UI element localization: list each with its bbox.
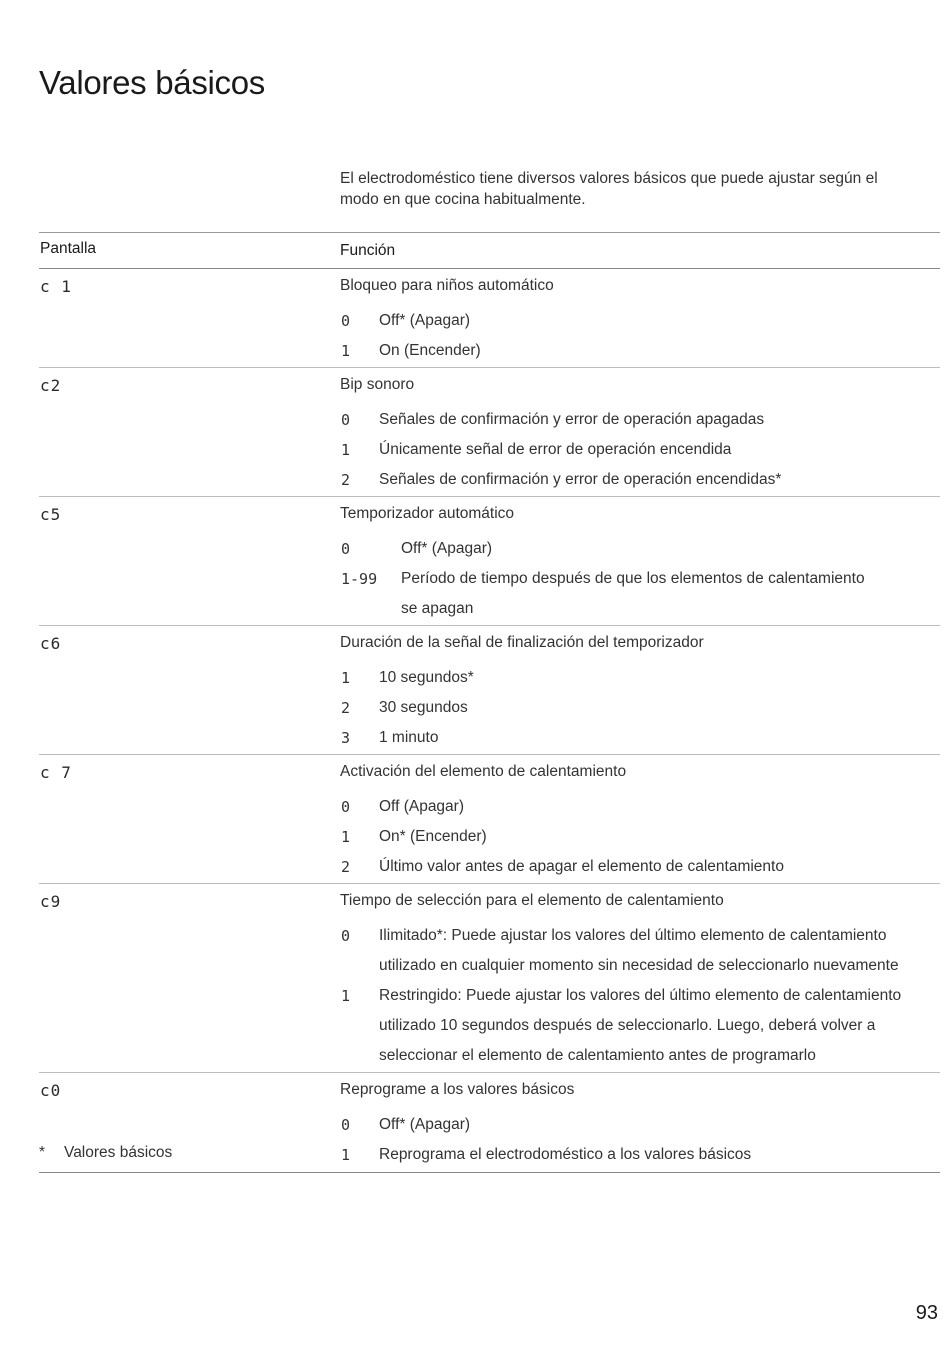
function-cell: [340, 368, 940, 497]
table-header: [39, 232, 940, 269]
function-cell: [340, 755, 940, 884]
option-text: 10 segundos*: [379, 669, 474, 686]
option-text: Reprograma el electrodoméstico a los valores básicos: [379, 1146, 752, 1163]
display-code: c5: [40, 505, 62, 524]
option-code: [340, 1011, 379, 1041]
intro-paragraph: El electrodoméstico tiene diversos valores básicos que puede ajustar según el modo en que cocina habitualmente.: [340, 170, 878, 208]
option-code: 1: [341, 828, 351, 846]
option-text: Ilimitado*: Puede ajustar los valores del último elemento de calentamiento: [379, 927, 887, 944]
option-code: 0: [341, 312, 351, 330]
option-row: [340, 1011, 940, 1041]
option-code: 1: [341, 342, 351, 360]
option-text: utilizado 10 segundos después de seleccionarlo. Luego, deberá volver a: [379, 1017, 876, 1034]
option-code: 0: [341, 540, 351, 558]
footnote: [39, 1144, 172, 1162]
option-row: [340, 951, 940, 981]
option-row: [340, 792, 940, 822]
option-row: [340, 1140, 940, 1170]
option-code: 2: [341, 858, 351, 876]
page-number: 93: [915, 1302, 938, 1324]
option-text: Off* (Apagar): [379, 1116, 471, 1133]
table-row: [39, 269, 940, 368]
function-title: Activación del elemento de calentamiento: [340, 763, 627, 780]
option-code: 0: [341, 1116, 351, 1134]
display-code: c2: [40, 376, 62, 395]
option-row: [340, 534, 940, 564]
option-row: [340, 435, 940, 465]
option-code: 2: [341, 471, 351, 489]
option-row: [340, 594, 940, 624]
option-code: 1: [341, 441, 351, 459]
function-title: Tiempo de selección para el elemento de calentamiento: [340, 892, 724, 909]
table-row: [39, 884, 940, 1073]
option-text: Off (Apagar): [379, 798, 465, 815]
table-row: [39, 1073, 940, 1173]
option-row: [340, 1041, 940, 1071]
function-cell: [340, 497, 940, 626]
option-text: Período de tiempo después de que los elementos de calentamiento: [401, 570, 865, 587]
footnote-mark: *: [39, 1144, 46, 1161]
function-cell: [340, 269, 940, 368]
option-code: 0: [341, 798, 351, 816]
function-cell: [340, 1073, 940, 1172]
function-cell: [340, 884, 940, 1073]
table-row: [39, 368, 940, 497]
option-row: [340, 822, 940, 852]
option-text: se apagan: [401, 600, 474, 617]
option-text: Señales de confirmación y error de operación encendidas*: [379, 471, 782, 488]
option-text: Restringido: Puede ajustar los valores del último elemento de calentamiento: [379, 987, 902, 1004]
display-code: c9: [40, 892, 62, 911]
option-text: Último valor antes de apagar el elemento de calentamiento: [379, 858, 784, 875]
option-text: Off* (Apagar): [379, 312, 471, 329]
option-row: [340, 723, 940, 753]
option-row: [340, 663, 940, 693]
option-code: [340, 951, 379, 981]
function-cell: [340, 626, 940, 755]
option-code: 1: [341, 669, 351, 687]
function-title: Bloqueo para niños automático: [340, 277, 554, 294]
option-row: [340, 1110, 940, 1140]
option-text: 30 segundos: [379, 699, 468, 716]
display-code: c6: [40, 634, 62, 653]
table-body: [39, 269, 940, 1173]
option-text: On (Encender): [379, 342, 481, 359]
option-code: 2: [341, 699, 351, 717]
header-pantalla: Pantalla: [40, 240, 97, 257]
option-code: [340, 1041, 379, 1071]
option-row: [340, 564, 940, 594]
display-code: c 7: [40, 763, 72, 782]
option-text: Únicamente señal de error de operación encendida: [379, 441, 732, 458]
option-code: [340, 594, 401, 624]
option-text: Off* (Apagar): [401, 540, 493, 557]
function-title: Reprograme a los valores básicos: [340, 1081, 575, 1098]
header-funcion: Función: [340, 242, 396, 259]
option-row: [340, 306, 940, 336]
function-title: Duración de la señal de finalización del temporizador: [340, 634, 704, 651]
option-row: [340, 921, 940, 951]
option-code: 1-99: [341, 570, 378, 588]
table-row: [39, 626, 940, 755]
option-code: 3: [341, 729, 351, 747]
option-text: 1 minuto: [379, 729, 439, 746]
option-code: 0: [341, 411, 351, 429]
option-row: [340, 981, 940, 1011]
option-text: On* (Encender): [379, 828, 487, 845]
settings-table: [39, 232, 940, 1173]
option-text: utilizado en cualquier momento sin necesidad de seleccionarlo nuevamente: [379, 957, 899, 974]
display-code: c0: [40, 1081, 62, 1100]
option-row: [340, 336, 940, 366]
page-title: Valores básicos: [39, 64, 266, 101]
display-code: c 1: [40, 277, 72, 296]
option-text: seleccionar el elemento de calentamiento antes de programarlo: [379, 1047, 816, 1064]
function-title: Bip sonoro: [340, 376, 415, 393]
option-row: [340, 465, 940, 495]
option-text: Señales de confirmación y error de operación apagadas: [379, 411, 765, 428]
table-row: [39, 755, 940, 884]
option-code: 0: [341, 927, 351, 945]
option-row: [340, 852, 940, 882]
option-row: [340, 405, 940, 435]
table-row: [39, 497, 940, 626]
footnote-text: Valores básicos: [64, 1144, 173, 1161]
function-title: Temporizador automático: [340, 505, 515, 522]
option-row: [340, 693, 940, 723]
option-code: 1: [341, 1146, 351, 1164]
option-code: 1: [341, 987, 351, 1005]
